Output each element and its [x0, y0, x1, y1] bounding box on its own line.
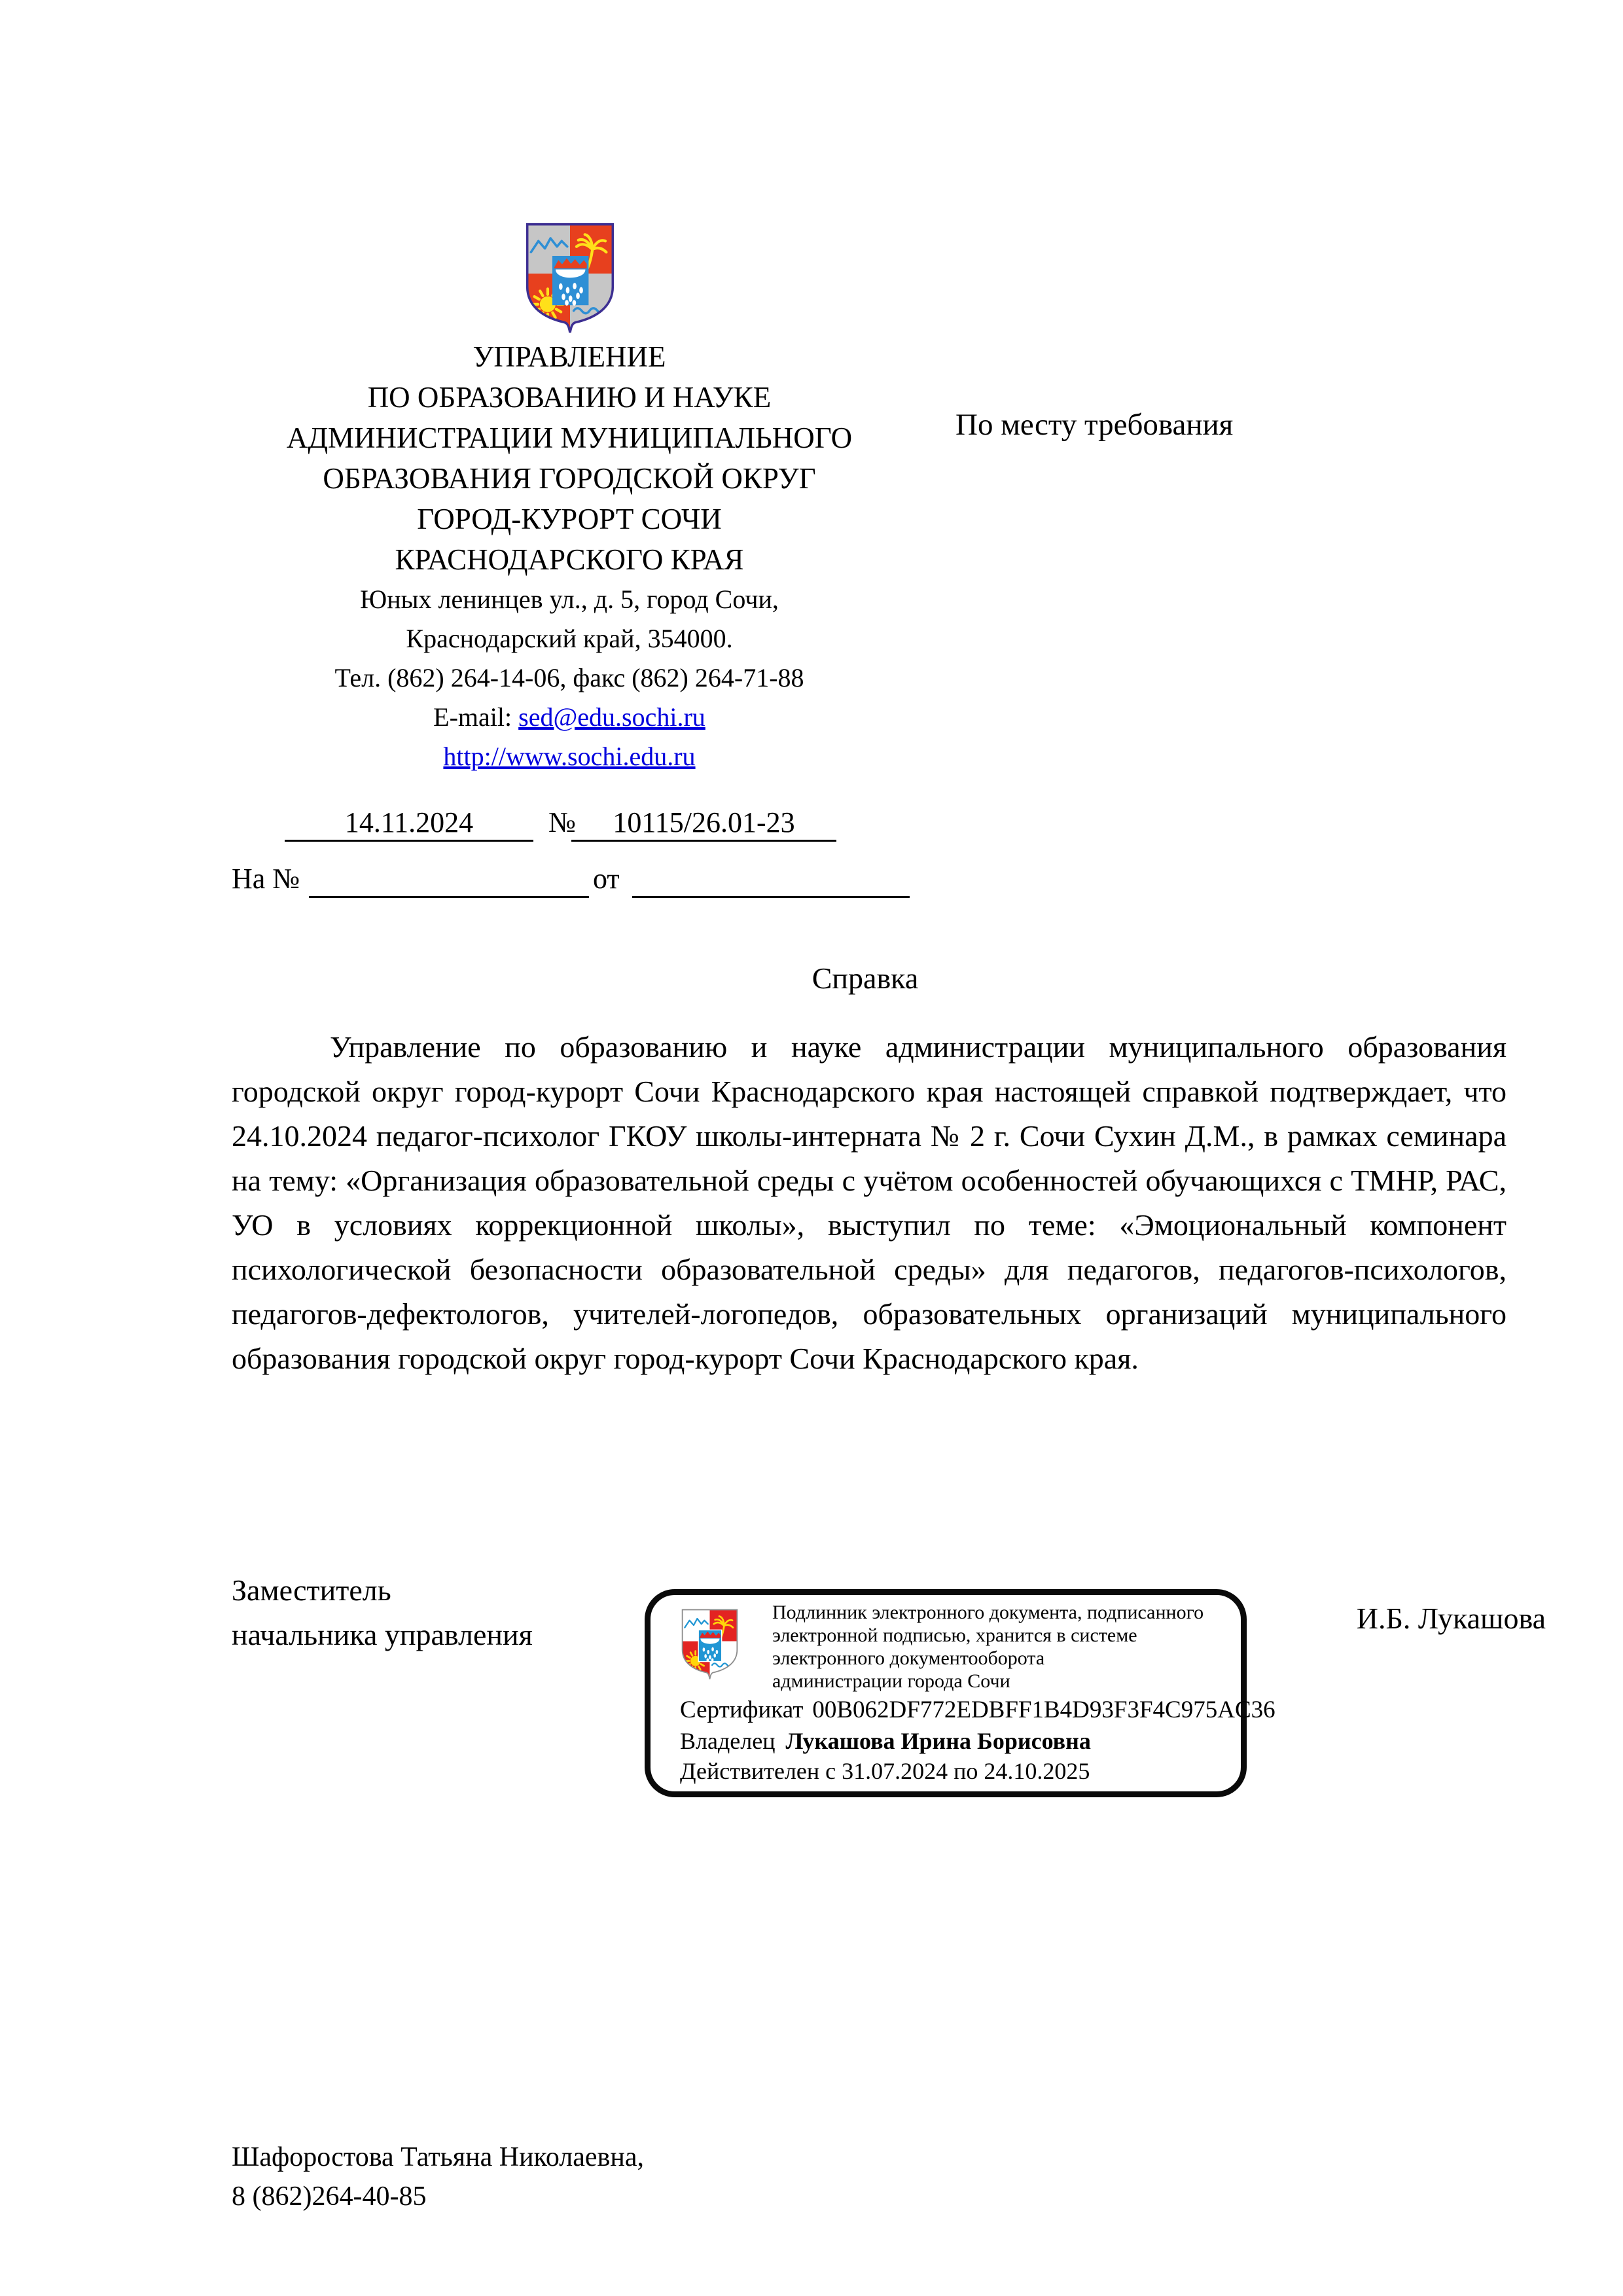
address-line: Юных ленинцев ул., д. 5, город Сочи, [360, 584, 779, 614]
address-line: Краснодарский край, 354000. [406, 624, 733, 653]
email-line [196, 698, 942, 737]
reply-date-underline [632, 863, 910, 898]
sochi-coat-of-arms-icon [524, 220, 616, 335]
letterhead-org-name [196, 336, 942, 580]
stamp-description-line: администрации города Сочи [772, 1670, 1010, 1692]
body-paragraph: Управление по образованию и науке администрации муниципального образования городской округ город-курорт Сочи Краснодарского края настоящей справкой подтверждает, что 24.10.2024 педагог-психолог ГКОУ школы-интерната № 2 г. Сочи Сухин Д.М., в рамках семинара на тему: «Организация образовательной среды с учётом особенностей обучающихся с ТМНР, РАС, УО в условиях коррекционной школы», выступил по теме: «Эмоциональный компонент психологической безопасности образовательной среды» для педагогов, педагогов-психологов, педагогов-дефектологов, учителей-логопедов, образовательных организаций муниципального образования городской округ город-курорт Сочи Краснодарского края. [232, 1030, 1507, 1375]
date-field: 14.11.2024 [285, 806, 533, 842]
reply-label: На № [232, 863, 300, 895]
number-field-wrap [571, 806, 836, 842]
reply-number-underline [309, 863, 589, 898]
org-name-line: УПРАВЛЕНИЕ [473, 340, 666, 373]
org-name-line: КРАСНОДАРСКОГО КРАЯ [395, 543, 744, 576]
signer-position-line-2: начальника управления [232, 1618, 533, 1651]
reply-number-underline-wrap [309, 863, 589, 898]
sochi-coat-of-arms-small-icon [680, 1605, 740, 1682]
stamp-certificate-line [680, 1696, 1275, 1724]
certificate-label: Сертификат [680, 1696, 804, 1723]
reply-from-label: от [593, 863, 620, 895]
requisites-line-1 [285, 806, 533, 842]
phone-line: Тел. (862) 264-14-06, факс (862) 264-71-88 [334, 663, 804, 692]
footer-contact [232, 2138, 644, 2216]
executor-phone: 8 (862)264-40-85 [232, 2181, 427, 2212]
stamp-description [772, 1601, 1204, 1693]
stamp-description-line: электронной подписью, хранится в системе [772, 1624, 1137, 1646]
org-name-line: ГОРОД-КУРОРТ СОЧИ [417, 503, 722, 535]
org-name-line: АДМИНИСТРАЦИИ МУНИЦИПАЛЬНОГО [286, 422, 853, 454]
certificate-value: 00B062DF772EDBFF1B4D93F3F4C975AC36 [812, 1696, 1275, 1723]
stamp-description-line: Подлинник электронного документа, подписанного [772, 1602, 1204, 1623]
website-line [196, 737, 942, 776]
number-field: 10115/26.01-23 [571, 806, 836, 842]
number-sign: № [548, 806, 576, 838]
org-name-line: ПО ОБРАЗОВАНИЮ И НАУКЕ [367, 381, 772, 414]
owner-value: Лукашова Ирина Борисовна [785, 1728, 1091, 1754]
reply-date-underline-wrap [632, 863, 910, 898]
executor-name: Шафоростова Татьяна Николаевна, [232, 2142, 644, 2172]
recipient-note: По месту требования [955, 408, 1234, 442]
esign-stamp [645, 1589, 1275, 1797]
signer-name: И.Б. Лукашова [1356, 1602, 1546, 1635]
stamp-validity-line: Действителен с 31.07.2024 по 24.10.2025 [680, 1758, 1090, 1784]
email-label: E-mail: [433, 702, 519, 732]
doc-title: Справка [812, 961, 919, 995]
stamp-description-line: электронного документооборота [772, 1647, 1045, 1669]
stamp-owner-line [680, 1727, 1091, 1755]
email-link[interactable]: sed@edu.sochi.ru [518, 702, 705, 732]
website-link[interactable]: http://www.sochi.edu.ru [443, 742, 696, 771]
signer-position-line-1: Заместитель [232, 1573, 391, 1607]
owner-label: Владелец [680, 1728, 776, 1754]
org-name-line: ОБРАЗОВАНИЯ ГОРОДСКОЙ ОКРУГ [323, 462, 816, 495]
letterhead-contacts [196, 580, 942, 776]
